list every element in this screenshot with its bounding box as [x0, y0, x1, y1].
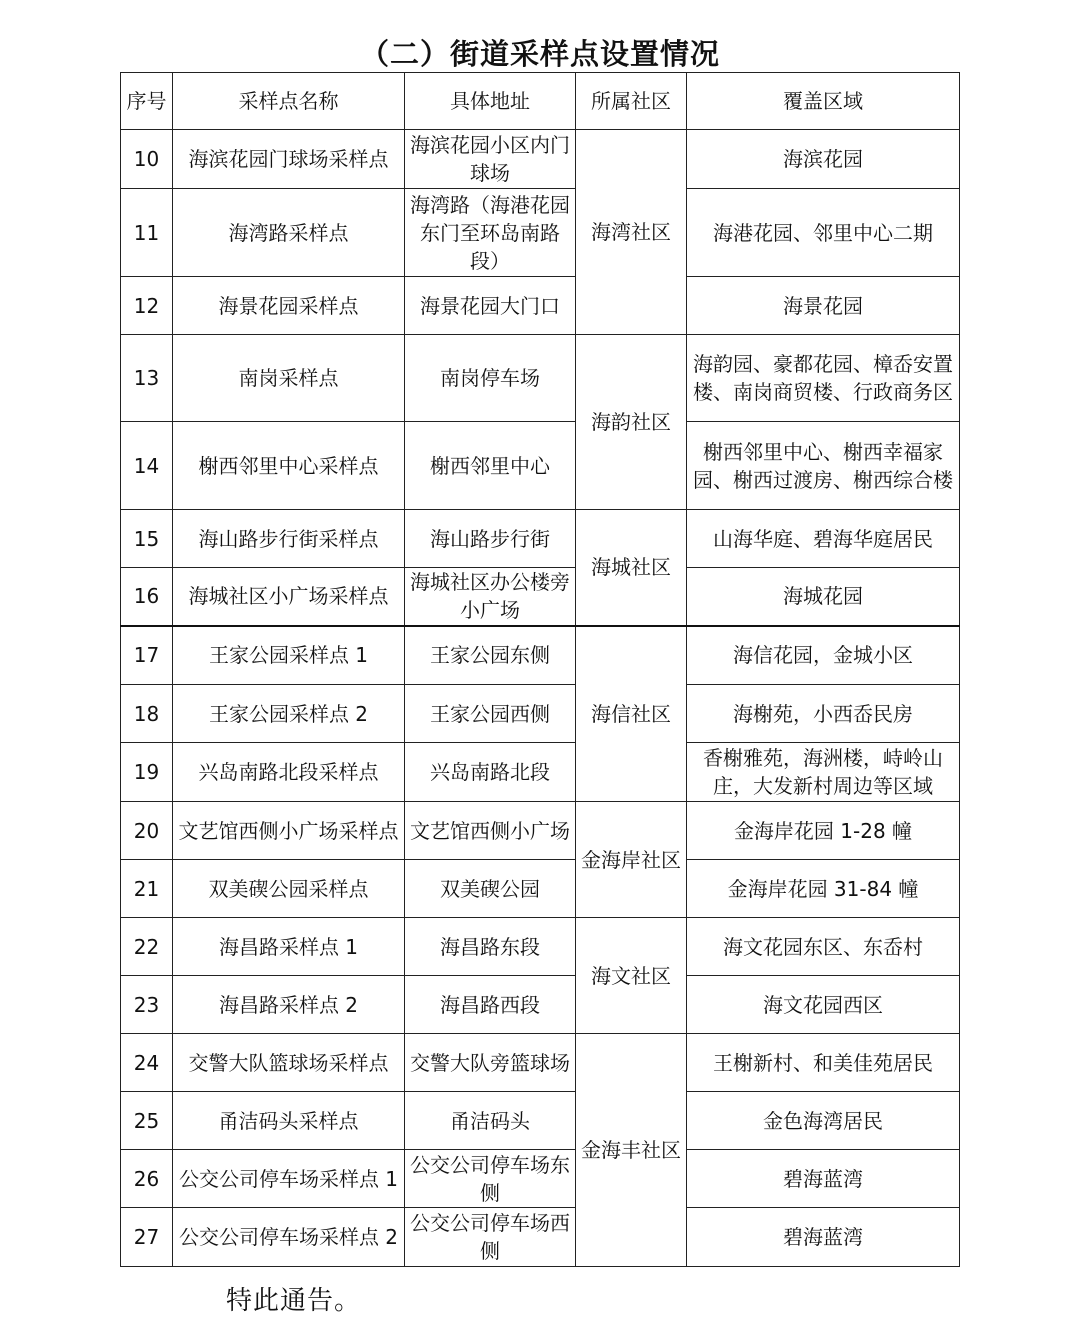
row-no: 17	[121, 626, 173, 685]
row-address: 海昌路东段	[405, 918, 576, 976]
row-name: 南岗采样点	[173, 335, 405, 422]
row-no: 26	[121, 1150, 173, 1208]
row-name: 双美碶公园采样点	[173, 860, 405, 918]
row-address: 榭西邻里中心	[405, 422, 576, 510]
table-row	[121, 130, 960, 189]
row-coverage: 山海华庭、碧海华庭居民	[687, 510, 960, 568]
header-community: 所属社区	[576, 73, 687, 130]
row-coverage: 海滨花园	[687, 130, 960, 189]
community-cell: 金海丰社区	[576, 1034, 687, 1267]
row-address: 海滨花园小区内门球场	[405, 130, 576, 189]
row-address: 公交公司停车场西侧	[405, 1208, 576, 1267]
table-row	[121, 1150, 960, 1208]
table-row	[121, 1208, 960, 1267]
row-name: 王家公园采样点 2	[173, 685, 405, 743]
header-coverage: 覆盖区域	[687, 73, 960, 130]
row-address: 甬洁码头	[405, 1092, 576, 1150]
table-row	[121, 568, 960, 626]
row-coverage: 海文花园西区	[687, 976, 960, 1034]
row-coverage: 海文花园东区、东岙村	[687, 918, 960, 976]
header-no: 序号	[121, 73, 173, 130]
row-coverage: 碧海蓝湾	[687, 1208, 960, 1267]
row-address: 双美碶公园	[405, 860, 576, 918]
table-row	[121, 802, 960, 860]
table-row	[121, 510, 960, 568]
table-row	[121, 743, 960, 802]
row-name: 公交公司停车场采样点 2	[173, 1208, 405, 1267]
community-cell: 海文社区	[576, 918, 687, 1034]
row-no: 25	[121, 1092, 173, 1150]
row-coverage: 王榭新村、和美佳苑居民	[687, 1034, 960, 1092]
row-coverage: 金色海湾居民	[687, 1092, 960, 1150]
row-name: 兴岛南路北段采样点	[173, 743, 405, 802]
community-cell: 海湾社区	[576, 130, 687, 335]
table-row	[121, 685, 960, 743]
row-no: 24	[121, 1034, 173, 1092]
table-row	[121, 335, 960, 422]
table-row	[121, 1034, 960, 1092]
row-no: 20	[121, 802, 173, 860]
row-coverage: 金海岸花园 1-28 幢	[687, 802, 960, 860]
row-coverage: 海港花园、邻里中心二期	[687, 189, 960, 277]
row-name: 王家公园采样点 1	[173, 626, 405, 685]
row-coverage: 榭西邻里中心、榭西幸福家园、榭西过渡房、榭西综合楼	[687, 422, 960, 510]
row-name: 海景花园采样点	[173, 277, 405, 335]
row-address: 王家公园西侧	[405, 685, 576, 743]
row-address: 兴岛南路北段	[405, 743, 576, 802]
row-coverage: 海信花园，金城小区	[687, 626, 960, 685]
row-address: 文艺馆西侧小广场	[405, 802, 576, 860]
row-address: 交警大队旁篮球场	[405, 1034, 576, 1092]
community-cell: 海信社区	[576, 626, 687, 802]
community-cell: 海韵社区	[576, 335, 687, 510]
row-name: 甬洁码头采样点	[173, 1092, 405, 1150]
table-row	[121, 189, 960, 277]
row-no: 11	[121, 189, 173, 277]
community-cell: 海城社区	[576, 510, 687, 626]
row-address: 海湾路（海港花园东门至环岛南路段）	[405, 189, 576, 277]
table-row	[121, 976, 960, 1034]
row-name: 榭西邻里中心采样点	[173, 422, 405, 510]
row-no: 27	[121, 1208, 173, 1267]
row-no: 15	[121, 510, 173, 568]
row-no: 21	[121, 860, 173, 918]
row-no: 19	[121, 743, 173, 802]
header-address: 具体地址	[405, 73, 576, 130]
row-name: 海城社区小广场采样点	[173, 568, 405, 626]
row-name: 海昌路采样点 2	[173, 976, 405, 1034]
row-name: 文艺馆西侧小广场采样点	[173, 802, 405, 860]
row-address: 王家公园东侧	[405, 626, 576, 685]
row-no: 23	[121, 976, 173, 1034]
community-cell: 金海岸社区	[576, 802, 687, 918]
row-address: 公交公司停车场东侧	[405, 1150, 576, 1208]
row-coverage: 碧海蓝湾	[687, 1150, 960, 1208]
sampling-points-table	[120, 72, 960, 1267]
row-coverage: 海韵园、豪都花园、樟岙安置楼、南岗商贸楼、行政商务区	[687, 335, 960, 422]
row-name: 海湾路采样点	[173, 189, 405, 277]
table-row	[121, 1092, 960, 1150]
row-coverage: 海景花园	[687, 277, 960, 335]
row-no: 13	[121, 335, 173, 422]
row-coverage: 海城花园	[687, 568, 960, 626]
document-title: （二）街道采样点设置情况	[359, 37, 720, 71]
row-address: 南岗停车场	[405, 335, 576, 422]
row-coverage: 金海岸花园 31-84 幢	[687, 860, 960, 918]
header-name: 采样点名称	[173, 73, 405, 130]
table-row	[121, 918, 960, 976]
row-address: 海景花园大门口	[405, 277, 576, 335]
row-name: 海滨花园门球场采样点	[173, 130, 405, 189]
row-no: 12	[121, 277, 173, 335]
row-no: 14	[121, 422, 173, 510]
table-row	[121, 860, 960, 918]
row-coverage: 香榭雅苑，海洲楼，峙岭山庄，大发新村周边等区域	[687, 743, 960, 802]
closing-statement: 特此通告。	[226, 1286, 362, 1316]
table-header-row	[121, 73, 960, 130]
row-name: 交警大队篮球场采样点	[173, 1034, 405, 1092]
row-no: 16	[121, 568, 173, 626]
row-name: 海昌路采样点 1	[173, 918, 405, 976]
row-address: 海昌路西段	[405, 976, 576, 1034]
row-no: 10	[121, 130, 173, 189]
table-row	[121, 422, 960, 510]
row-name: 海山路步行街采样点	[173, 510, 405, 568]
row-no: 18	[121, 685, 173, 743]
table-row	[121, 626, 960, 685]
row-address: 海城社区办公楼旁小广场	[405, 568, 576, 626]
table-row	[121, 277, 960, 335]
row-address: 海山路步行街	[405, 510, 576, 568]
row-name: 公交公司停车场采样点 1	[173, 1150, 405, 1208]
row-no: 22	[121, 918, 173, 976]
row-coverage: 海榭苑，小西岙民房	[687, 685, 960, 743]
